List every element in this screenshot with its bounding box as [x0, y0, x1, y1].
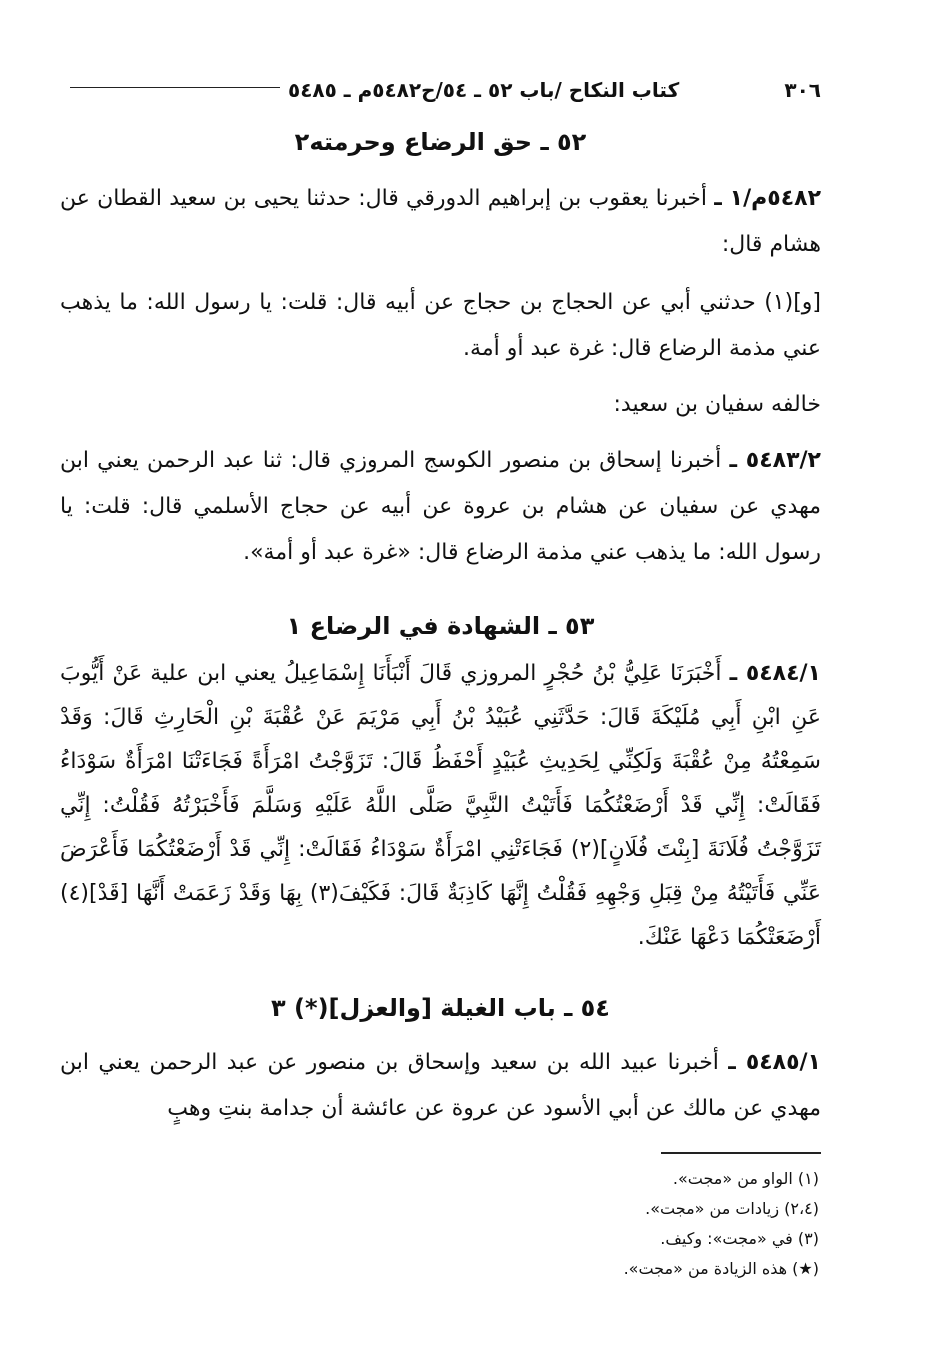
hadith-text: أخبرنا إسحاق بن منصور الكوسج المروزي قال: ثنا عبد الرحمن يعني ابن مهدي عن سفيان عن هشام بن عروة عن أبيه عن حجاج الأسلمي قال: قلت: يا رسول الله: ما يذهب عني مذمة الرضاع قال: «غرة عبد أو أمة». — [60, 448, 821, 565]
hadith-text: أخبرنا عبيد الله بن سعيد وإسحاق بن منصور عن عبد الرحمن يعني ابن مهدي عن مالك عن أبي الأسود عن عروة عن عائشة أن جدامة بنتِ وهبٍ — [60, 1050, 821, 1121]
hadith-5482 — [60, 176, 821, 268]
note-khalafahu: خالفه سفيان بن سعيد: — [613, 392, 821, 417]
hadith-number: ٥٤٨٥/١ ـ — [728, 1050, 821, 1075]
hadith-number: ٥٤٨٢م/١ ـ — [714, 186, 821, 211]
footnote-1: (١) الواو من «مجت». — [672, 1169, 819, 1188]
hadith-text: أَخْبَرَنَا عَلِيُّ بْنُ حُجْرٍ المروزي قَالَ أَنْبَأَنَا إِسْمَاعِيلُ يعني ابن علية عَنْ أَيُّوبَ عَنِ ابْنِ أَبِي مُلَيْكَةَ قَالَ: حَدَّثَنِي عُبَيْدُ بْنُ أَبِي مَرْيَمَ عَنْ عُقْبَةَ بْنِ الْحَارِثِ قَالَ: وَقَدْ سَمِعْتُهُ مِنْ عُقْبَةَ وَلَكِنِّي لِحَدِيثِ عُبَيْدٍ أَحْفَظُ قَالَ: تَزَوَّجْتُ امْرَأَةً فَجَاءَتْنَا امْرَأَةٌ سَوْدَاءُ فَقَالَتْ: إِنِّي قَدْ أَرْضَعْتُكُمَا فَأَتَيْتُ النَّبِيَّ صَلَّى اللَّهُ عَلَيْهِ وَسَلَّمَ فَأَخْبَرْتُهُ فَقُلْتُ: إِنِّي تَزَوَّجْتُ فُلَانَةَ [بِنْتَ فُلَانٍ](٢) فَجَاءَتْنِي امْرَأَةٌ سَوْدَاءُ فَقَالَتْ: إِنِّي قَدْ أَرْضَعْتُكُمَا فَأَعْرَضَ عَنِّي فَأَتَيْتُهُ مِنْ قِبَلِ وَجْهِهِ فَقُلْتُ إِنَّهَا كَاذِبَةٌ قَالَ: فَكَيْفَ(٣) بِهَا وَقَدْ زَعَمَتْ أَنَّهَا [قَدْ](٤) أَرْضَعَتْكُمَا دَعْهَا عَنْكَ. — [60, 661, 821, 950]
footnote-star: (★) هذه الزيادة من «مجت». — [623, 1259, 819, 1278]
footnote-3: (٣) في «مجت»: وكيف. — [660, 1229, 819, 1248]
section-title-52: ٥٢ ـ حق الرضاع وحرمته٢ — [294, 128, 587, 156]
running-header — [60, 62, 821, 102]
hadith-5482-cont: [و](١) حدثني أبي عن الحجاج بن حجاج عن أبيه قال: قلت: يا رسول الله: ما يذهب عني مذمة الرضاع قال: غرة عبد أو أمة. — [60, 290, 821, 361]
running-title: كتاب النكاح /باب ٥٢ ـ ٥٤/ح٥٤٨٢م ـ ٥٤٨٥ — [288, 78, 680, 102]
hadith-text: أخبرنا يعقوب بن إبراهيم الدورقي قال: حدثنا يحيى بن سعيد القطان عن هشام قال: — [60, 186, 821, 257]
hadith-number: ٥٤٨٣/٢ ـ — [729, 448, 821, 473]
hadith-5485 — [60, 1040, 821, 1132]
hadith-number: ٥٤٨٤/١ ـ — [729, 661, 821, 686]
page-number: ٣٠٦ — [784, 78, 821, 102]
footnotes-area — [60, 1152, 821, 1284]
hadith-5484 — [60, 652, 821, 960]
header-rule — [70, 87, 280, 88]
hadith-5483 — [60, 438, 821, 576]
footnote-2-4: (٢،٤) زيادات من «مجت». — [645, 1199, 819, 1218]
section-title-53: ٥٣ ـ الشهادة في الرضاع ١ — [286, 612, 595, 640]
book-page — [60, 62, 821, 1132]
running-title-wrap — [60, 78, 784, 102]
footnote-rule — [661, 1152, 821, 1154]
section-title-54: ٥٤ ـ باب الغيلة [والعزل](*) ٣ — [271, 994, 610, 1022]
